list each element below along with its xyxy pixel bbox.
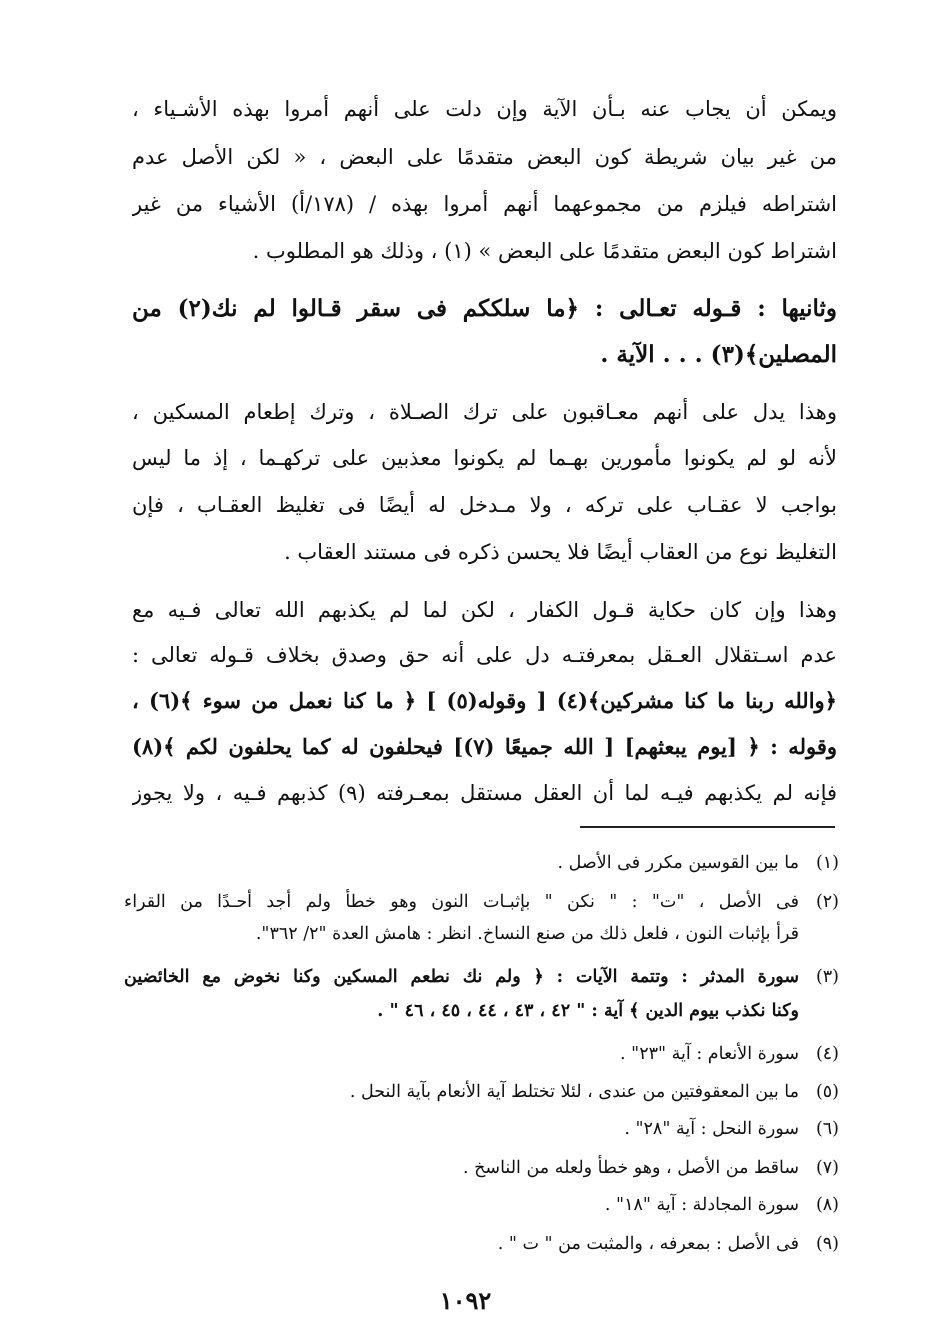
p4-line-3: ﴿والله ربنا ما كنا مشركين﴾(٤) [ وقوله(٥) ] ﴿ ما كنا نعمل من سوء ﴾(٦) ،	[132, 688, 837, 713]
footnote-number: (١)	[815, 853, 839, 873]
p3-line-2: لأنه لو لم يكونوا مأمورين بهـما لم يكونوا معذبين على تركهـما ، إذ ما ليس	[132, 446, 837, 470]
p4-line-4: وقوله : ﴿ [يوم يبعثهم] [ الله جميعًا (٧)] فيحلفون له كما يحلفون لكم ﴾(٨)	[132, 734, 837, 759]
p2-line-1: وثانيها : قـوله تعـالى : ﴿ما سلككم فى سقر قـالوا لم نك(٢) من	[132, 295, 837, 322]
page-number: ١٠٩٢	[439, 1286, 492, 1315]
footnote-text: فى الأصل ، "ت" : " نكن " بإثبـات النون وهو خطأ ولم أجد أحـدًا من القراء	[124, 892, 799, 912]
p1-line-2: من غير بيان شريطة كون البعض متقدمًا على البعض ، « لكن الأصل عدم	[132, 145, 837, 169]
footnote-number: (٧)	[815, 1158, 839, 1178]
footnote-number: (٦)	[815, 1119, 839, 1139]
footnote-number: (٨)	[815, 1195, 839, 1215]
footnote-number: (٣)	[815, 967, 839, 987]
footnote-text-cont: قرأ بإثبات النون ، فلعل ذلك من صنع النساخ. انظر : هامش العدة "٢/ ٣٦٢".	[255, 924, 799, 944]
p4-line-5: فإنه لم يكذبهم فيـه لما أن العقل مستقل بمعـرفته (٩) كذبهم فـيه ، ولا يجوز	[132, 781, 837, 805]
p3-line-1: وهذا يدل على أنهم معـاقبون على ترك الصـلاة ، وترك إطعام المسكين ،	[132, 400, 837, 424]
footnote-text: سورة المجادلة : آية "١٨" .	[604, 1195, 799, 1215]
p2-line-2: المصلين﴾(٣) . . . الآية .	[600, 341, 837, 368]
footnote-text: سورة الأنعام : آية "٢٣" .	[620, 1044, 799, 1064]
footnote-separator	[580, 826, 835, 828]
footnote-number: (٥)	[815, 1082, 839, 1102]
footnote-number: (٤)	[815, 1044, 839, 1064]
p3-line-4: التغليظ نوع من العقاب أيضًا فلا يحسن ذكره فى مستند العقاب .	[284, 540, 837, 564]
footnote-number: (٢)	[815, 892, 839, 912]
footnote-text-cont: وكنا نكذب بيوم الدين ﴾ آية : " ٤٢ ، ٤٣ ، ٤٤ ، ٤٥ ، ٤٦ " .	[377, 1001, 799, 1021]
p3-line-3: بواجب لا عقـاب على تركه ، ولا مـدخل له أيضًا فى تغليظ العقـاب ، فإن	[132, 493, 837, 517]
footnote-text: ساقط من الأصل ، وهو خطأ ولعله من الناسخ .	[463, 1158, 799, 1178]
footnote-text: سورة المدثر : وتتمة الآيات : ﴿ ولم نك نطعم المسكين وكنا نخوض مع الخائضين	[124, 967, 799, 987]
footnote-text: فى الأصل : بمعرفه ، والمثبت من " ت " .	[497, 1234, 799, 1254]
p1-line-4: اشتراط كون البعض متقدمًا على البعض » (١) ، وذلك هو المطلوب .	[252, 239, 837, 263]
footnote-text: ما بين المعقوفتين من عندى ، لئلا تختلط آية الأنعام بآية النحل .	[349, 1082, 799, 1102]
p4-line-2: عدم اسـتقلال العـقل بمعرفتـه دل على أنه حق وصدق بخلاف قـوله تعالى :	[132, 643, 837, 667]
footnote-text: سورة النحل : آية "٢٨" .	[624, 1119, 799, 1139]
p1-line-3: اشتراطه فيلزم من مجموعهما أنهم أمروا بهذه / (١٧٨/أ) الأشياء من غير	[132, 192, 837, 216]
p4-line-1: وهذا وإن كان حكاية قـول الكفار ، لكن لما لم يكذبهم الله تعالى فـيه مع	[132, 598, 837, 622]
footnote-number: (٩)	[815, 1234, 839, 1254]
p1-line-1: ويمكن أن يجاب عنه بـأن الآية وإن دلت على أنهم أمروا بهذه الأشـياء ،	[132, 97, 837, 121]
footnote-text: ما بين القوسين مكرر فى الأصل .	[557, 853, 799, 873]
